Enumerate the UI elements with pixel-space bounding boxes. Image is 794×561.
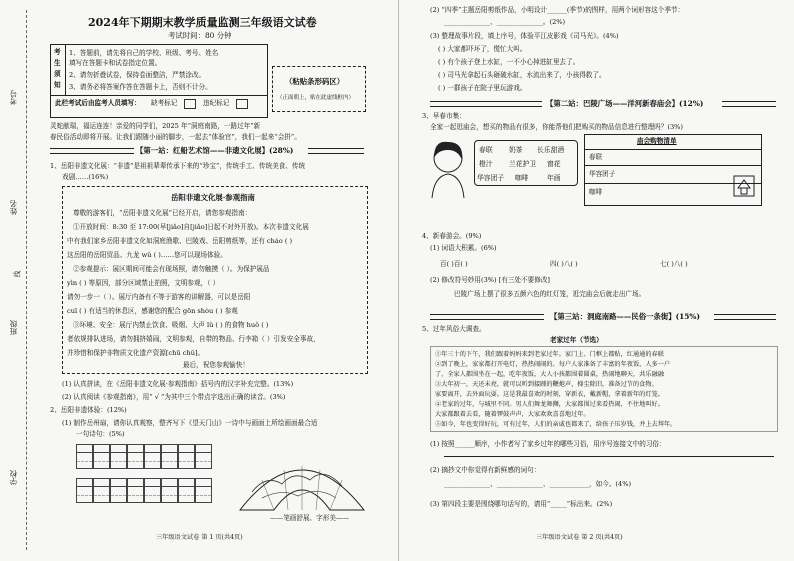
grid-cell[interactable] xyxy=(93,486,110,503)
guide-line: 尊敬的游客们，“岳阳非遗文化展”已经开启，请您参观指南： xyxy=(73,209,252,217)
q4-prompt: 4、新春游会。(9%) xyxy=(422,232,482,240)
grid-pinyin[interactable] xyxy=(110,478,127,486)
guide-line: ②参观提示：展区期间可能会有现场照，请勿触摸（ ）。为保护展品 xyxy=(73,265,270,273)
q5-3-prompt: (3) 第四段主要是围绕哪句话写的，请用“_____”标出来。(2%) xyxy=(430,500,613,508)
binding-dashed-line xyxy=(26,10,27,550)
guide-line: 并珍惜和保护非物质文化遗产资源[chū chǔ]。 xyxy=(67,349,205,357)
binding-number-label: 考号 xyxy=(9,90,18,105)
station-1-heading: 【第一站：红船艺术馆——非遗文化展】(28%) xyxy=(136,146,294,155)
guide-line: 者依规排队进场，请勿拥挤嬉闹，文明参观，自带的物品、行李箱（ ）引发安全事故， xyxy=(67,335,320,343)
notice-item: 3、请务必将答案作答在答题卡上，否则不计分。 xyxy=(69,83,212,91)
grid-pinyin[interactable] xyxy=(127,478,144,486)
q2-1-prompt: (1) 制作岳州扇，请你认真观察，整齐写下《望天门山》一诗中与画面上所绘画面最合适 xyxy=(62,419,318,427)
notice-item: 1、答题前，请先将自己的学校、班级、考号、姓名 xyxy=(69,49,219,57)
station-3-heading: 【第三站：洞庭南路——民俗一条街】(15%) xyxy=(550,312,700,321)
q5-prompt: 5、过年风俗大调查。 xyxy=(422,325,486,333)
banner-rule-left xyxy=(430,101,542,107)
grid-cell[interactable] xyxy=(144,452,161,469)
article-line: ①年三十的下午，我们跟着妈妈来到老家过年。家门上、门框上都贴，红通通的春联 xyxy=(435,351,664,358)
order-item: ( ) 司马光拿起石头砸破水缸，水流出来了，小孩得救了。 xyxy=(438,71,606,79)
article-line: ④老家的过年，与城里不同。男人们舞龙舞狮，大家都围过来看热闹，不住地叫好。 xyxy=(435,401,664,408)
guide-line: 这岳阳的岳阳贸品、九龙 wǔ ( )……您可以现场体验。 xyxy=(67,251,227,259)
binding-strip xyxy=(0,0,38,561)
article-line: ⑤如今，年也变得好玩，可有过年，人们的亲戚也都来了，给孩子压岁钱，并上去拜年。 xyxy=(435,421,677,428)
exam-time: 考试时间：80 分钟 xyxy=(168,31,232,40)
guide-title: 岳阳非遗文化展·参观指南 xyxy=(171,193,255,202)
grid-pinyin[interactable] xyxy=(110,444,127,452)
grid-pinyin[interactable] xyxy=(93,478,110,486)
notice-status-line: 此栏考试后由监考人员填写： xyxy=(55,99,141,107)
article-line: 大家都跟着去看，随着锣鼓声声，大家欢欢喜喜地过年。 xyxy=(435,411,590,418)
binding-class-label: 班级 xyxy=(9,320,18,335)
notice-label-char: 考 xyxy=(54,48,61,56)
grid-pinyin[interactable] xyxy=(144,444,161,452)
guide-line: ③环境、安全：展厅内禁止饮食、吸烟、大声 lǔ ( ) 的食物 huǒ ( ) xyxy=(73,321,269,329)
article-line: ③大年初一，天还未亮，就可以听到接踵的鞭炮声，掸尘除旧，准备过节的食物。 xyxy=(435,381,658,388)
shopping-list-item: 华容团子 xyxy=(589,170,616,178)
q5-2-blanks[interactable]: ______________、______________、____________，如今。(4%) xyxy=(444,480,632,488)
grid-pinyin[interactable] xyxy=(195,478,212,486)
girl-illustration xyxy=(426,136,470,200)
guide-line: cuī ( ) 有适当的休息区，感谢您的配合 gōn shòu ( ) 参观 xyxy=(67,307,238,315)
absent-checkbox[interactable] xyxy=(184,99,196,109)
cheat-mark-label: 违纪标记 xyxy=(203,99,230,107)
q5-1-prompt: (1) 按照______顺序，小作者写了家乡过年的哪些习俗，用序号连接文中的习俗： xyxy=(430,440,666,448)
order-item: ( ) 一群孩子在院子里玩游戏。 xyxy=(438,84,527,92)
q1-prompt: 1、岳阳非遗文化展：“非遗”是祖祖辈辈传承下来的“珍宝”，传统手工、传统美食、传统 xyxy=(50,162,306,170)
q4-2-prompt: (2) 修改符号妙用(3%) [有三处不要修改] xyxy=(430,276,551,284)
q2-2-prompt: (2) “四季”主题岳阳剪纸作品，小明设计______(季节)的图样，用两个词形容这个季节： xyxy=(430,6,685,14)
grid-pinyin[interactable] xyxy=(195,444,212,452)
q3b-prompt: 3、早春市集： xyxy=(422,112,466,120)
notice-label-char: 知 xyxy=(54,81,61,89)
q1-1-prompt: (1) 认真拼读，在《岳阳非遗文化展·参观指南》括号内的汉字补充完整。(13%) xyxy=(62,380,294,388)
grid-cell[interactable] xyxy=(127,486,144,503)
goods-item: 咖啡 xyxy=(515,174,529,182)
grid-cell[interactable] xyxy=(178,486,195,503)
shopping-list-item: 春联 xyxy=(589,153,603,161)
q1-prompt-cont: 戏剧……(16%) xyxy=(62,173,109,181)
grid-cell[interactable] xyxy=(110,486,127,503)
notice-box xyxy=(50,44,268,118)
answer-line[interactable] xyxy=(444,456,774,457)
goods-item: 年画 xyxy=(547,174,561,182)
grid-pinyin[interactable] xyxy=(93,444,110,452)
page-footer-right: 三年级语文试卷 第 2 页(共4页) xyxy=(536,534,623,541)
order-item: ( ) 大家都吓坏了，慌忙大叫。 xyxy=(438,45,527,53)
idiom-blank[interactable]: 七( )八( ) xyxy=(660,260,688,268)
barcode-label: （粘贴条形码区） xyxy=(285,77,345,86)
q2-1-prompt-cont: 一句诗句：(5%) xyxy=(76,430,125,438)
order-item: ( ) 有个孩子登上水缸，一不小心掉进缸里去了。 xyxy=(438,58,580,66)
shopping-list-title: 庙会购物清单 xyxy=(637,137,677,145)
goods-item: 奶茶 xyxy=(509,146,523,154)
banner-rule-right xyxy=(722,101,776,107)
goods-item: 春联 xyxy=(479,146,493,154)
grid-pinyin[interactable] xyxy=(161,478,178,486)
q3-prompt: (3) 整理故事片段，填上序号，体验平江皮影戏《司马光》。(4%) xyxy=(430,32,619,40)
binding-name-label: 姓名 xyxy=(9,200,18,215)
article-line: 家要离开，去外面玩耍。这是我最喜欢的时刻，穿新衣，戴新帽，拿着新年的灯笼。 xyxy=(435,391,664,398)
page-divider xyxy=(398,0,399,561)
grid-cell[interactable] xyxy=(76,486,93,503)
page-footer-left: 三年级语文试卷 第 1 页(共4页) xyxy=(156,534,243,541)
goods-item: 窗花 xyxy=(547,160,561,168)
grid-cell[interactable] xyxy=(195,452,212,469)
banner-rule-right xyxy=(714,314,776,320)
grid-cell[interactable] xyxy=(144,486,161,503)
exam-title: 2024年下期期末教学质量监测三年级语文试卷 xyxy=(88,16,317,29)
q4-1-prompt: (1) 词语大积累。(6%) xyxy=(430,244,497,252)
article-title: 老家过年（节选） xyxy=(550,336,603,344)
q5-2-prompt: (2) 摘抄文中你觉得有新鲜感的词句： xyxy=(430,466,541,474)
notice-item: 2、请勿折叠试卷，保持卷面整洁，严禁涂改。 xyxy=(69,71,206,79)
grid-cell[interactable] xyxy=(178,452,195,469)
grid-pinyin[interactable] xyxy=(178,444,195,452)
absent-mark-label: 缺考标记 xyxy=(151,99,178,107)
binding-line-mark: 线 xyxy=(13,270,22,278)
grid-cell[interactable] xyxy=(76,452,93,469)
goods-item: 橙汁 xyxy=(479,160,493,168)
grid-cell[interactable] xyxy=(127,452,144,469)
guide-line: ①开放时间：8:30 至 17:00(早[jiǎo]自[jiǎo]日起不对外开放)。本次非遗文化展 xyxy=(73,223,309,231)
q3b-text: 全家一起逛庙会，想买的物品有很多，你能帮他们把购买的物品信息进行整理吗？(3%) xyxy=(430,123,683,131)
q2-2-prompt-cont: ______________、______________。(2%) xyxy=(444,18,566,26)
notice-item: 填写在答题卡和试卷指定位置。 xyxy=(69,59,162,67)
goods-table xyxy=(474,140,578,186)
right-page xyxy=(400,0,794,561)
banner-rule-left xyxy=(430,314,544,320)
guide-line: 请勿一步一（ ）。展厅内备有不等于游客的讲解器，可以是岳阳 xyxy=(67,293,251,301)
q4-2-sentence: 巴陵广场上摆了很多五颜六色的红灯笼，逛完庙会后就走出广场。 xyxy=(454,290,646,298)
banner-rule-left xyxy=(50,148,134,154)
idiom-blank[interactable]: 百( )百( ) xyxy=(440,260,468,268)
article-line: 了，全家人都围坐在一起，吃年夜饭，大人小孩都围着圆桌，热闹地聊天，共乐融融 xyxy=(435,371,664,378)
goods-item: 长乐甜酒 xyxy=(537,146,565,154)
grid-cell[interactable] xyxy=(195,486,212,503)
goods-item: 兰花护卫 xyxy=(509,160,537,168)
banner-rule-right xyxy=(308,148,364,154)
guide-line: yìn ( ) 等原因，部分区域禁止拍照，文明参观，（ ） xyxy=(67,279,220,287)
article-box xyxy=(430,346,778,432)
notice-label-char: 须 xyxy=(54,70,61,78)
binding-school-label: 学校 xyxy=(9,470,18,485)
shopping-list-item: 咖啡 xyxy=(589,188,603,196)
intro-line: 春民俗活动即将开展。让我们跟随小丽的脚步，一起去“体验官”，我们一起来“会拼”。 xyxy=(50,133,301,141)
grid-cell[interactable] xyxy=(110,452,127,469)
station-2-heading: 【第二站：巴陵广场——洋河新春庙会】(12%) xyxy=(546,99,704,108)
fan-illustration xyxy=(232,440,372,514)
q1-2-prompt: (2) 认真阅读《参观指南》，用“ √ ”为其中三个带点字选出正确的读音。(3%) xyxy=(62,393,286,401)
barcode-area xyxy=(272,66,366,112)
fan-caption: ——笔画舒展、字形美—— xyxy=(270,514,350,522)
grid-cell[interactable] xyxy=(161,486,178,503)
guide-box xyxy=(62,186,368,374)
cheat-checkbox[interactable] xyxy=(236,99,248,109)
grid-cell[interactable] xyxy=(93,452,110,469)
q2-prompt: 2、岳阳非遗体验：(12%) xyxy=(50,406,127,414)
idiom-blank[interactable]: 四( )八( ) xyxy=(550,260,578,268)
grid-pinyin[interactable] xyxy=(178,478,195,486)
article-line: ②到了晚上，家家都打开电灯，热热闹闹的。每户人家准备了丰富的年夜饭，人多一户 xyxy=(435,361,671,368)
grid-pinyin[interactable] xyxy=(76,478,93,486)
notice-label-column xyxy=(51,45,66,95)
grid-pinyin[interactable] xyxy=(144,478,161,486)
barcode-sub: （正面朝上，贴在此虚线框内） xyxy=(277,95,355,101)
goods-item: 华容团子 xyxy=(477,174,505,182)
grid-pinyin[interactable] xyxy=(161,444,178,452)
grid-cell[interactable] xyxy=(161,452,178,469)
guide-line: 最后，祝您参观愉快！ xyxy=(183,361,249,369)
guide-line: 中有我们家乡岳阳非遗文化如洞庭渔歌、巴陵戏、岳阳剪纸等，还有 cháo ( ) xyxy=(67,237,293,245)
house-icon xyxy=(732,174,756,198)
grid-pinyin[interactable] xyxy=(127,444,144,452)
notice-label-char: 生 xyxy=(54,59,61,67)
grid-pinyin[interactable] xyxy=(76,444,93,452)
intro-line: 灵蛇献瑞，福运连连！亲爱的同学们，2025 年“洞庭南路，一路过年”新 xyxy=(50,122,261,130)
